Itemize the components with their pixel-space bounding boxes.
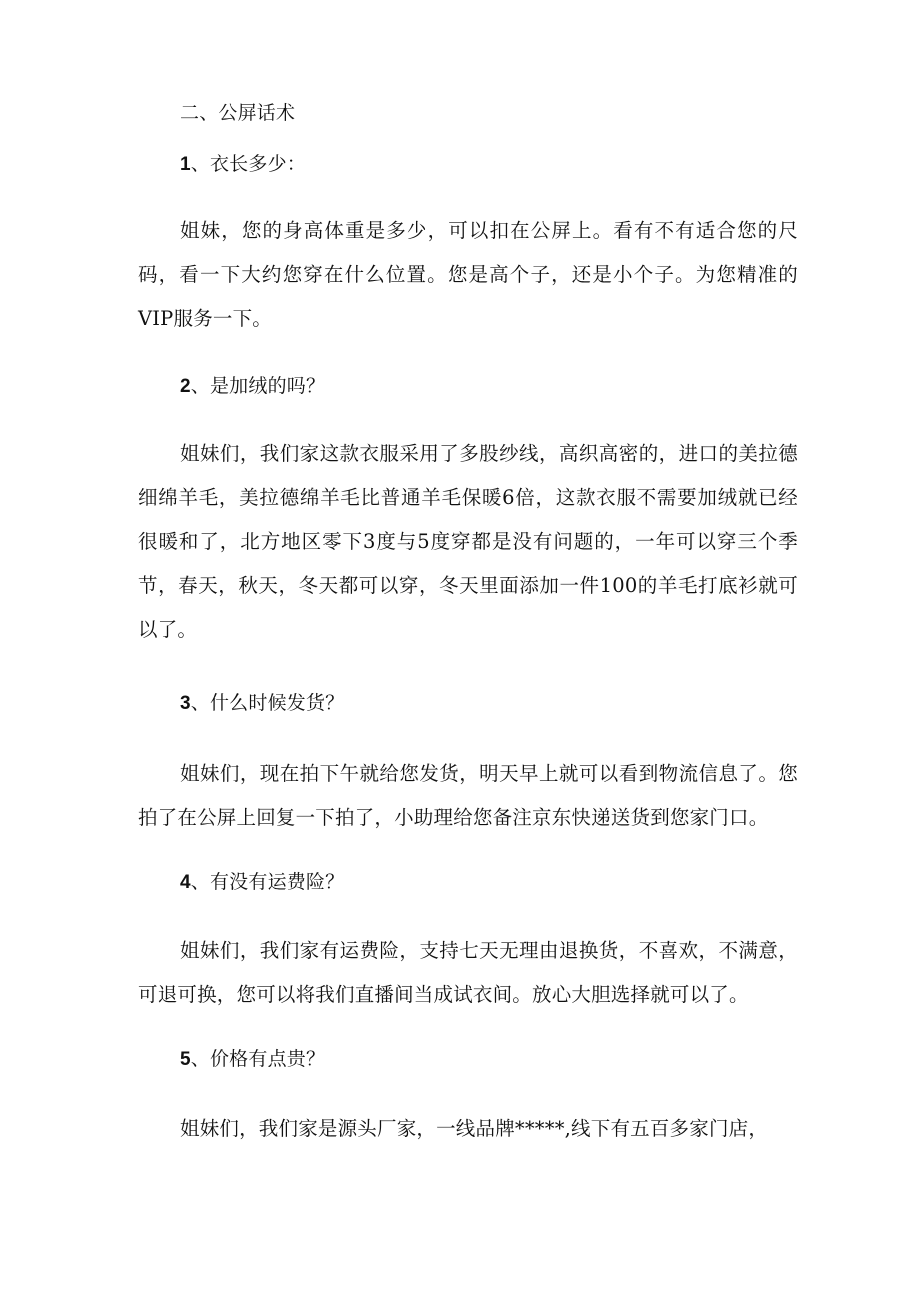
- question-number: 5: [180, 1049, 191, 1070]
- question-4: [180, 869, 344, 896]
- section-title: 二、公屏话术: [180, 102, 296, 124]
- answer-4: 姐妹们，我们家有运费险，支持七天无理由退换货，不喜欢，不满意，可退可换，您可以将我们直播间当成试衣间。放心大胆选择就可以了。: [138, 939, 798, 1006]
- question-text: 、衣长多少：: [190, 153, 306, 175]
- question-1: [180, 151, 306, 178]
- answer-1: 姐妹，您的身高体重是多少，可以扣在公屏上。看有不有适合您的尺码，看一下大约您穿在什么位置。您是高个子，还是小个子。为您精准的VIP服务一下。: [138, 219, 798, 330]
- question-text: 、价格有点贵？: [190, 1048, 326, 1070]
- answer-5: 姐妹们，我们家是源头厂家，一线品牌*****,线下有五百多家门店，: [180, 1117, 769, 1140]
- question-number: 4: [180, 872, 191, 893]
- question-5: [180, 1046, 325, 1073]
- question-text: 、是加绒的吗？: [190, 375, 326, 397]
- question-text: 、有没有运费险？: [190, 871, 345, 893]
- question-number: 1: [180, 154, 191, 175]
- question-number: 2: [180, 376, 191, 397]
- answer-2: 姐妹们，我们家这款衣服采用了多股纱线，高织高密的，进口的美拉德细绵羊毛，美拉德绵羊毛比普通羊毛保暖6倍，这款衣服不需要加绒就已经很暖和了，北方地区零下3度与5度穿都是没有问题的，一年可以穿三个季节，春天，秋天，冬天都可以穿，冬天里面添加一件100的羊毛打底衫就可以了。: [138, 442, 798, 641]
- question-text: 、什么时候发货？: [190, 692, 345, 714]
- answer-3: 姐妹们，现在拍下午就给您发货，明天早上就可以看到物流信息了。您拍了在公屏上回复一下拍了，小助理给您备注京东快递送货到您家门口。: [138, 762, 798, 829]
- question-3: [180, 690, 344, 717]
- question-2: [180, 373, 325, 400]
- question-number: 3: [180, 693, 191, 714]
